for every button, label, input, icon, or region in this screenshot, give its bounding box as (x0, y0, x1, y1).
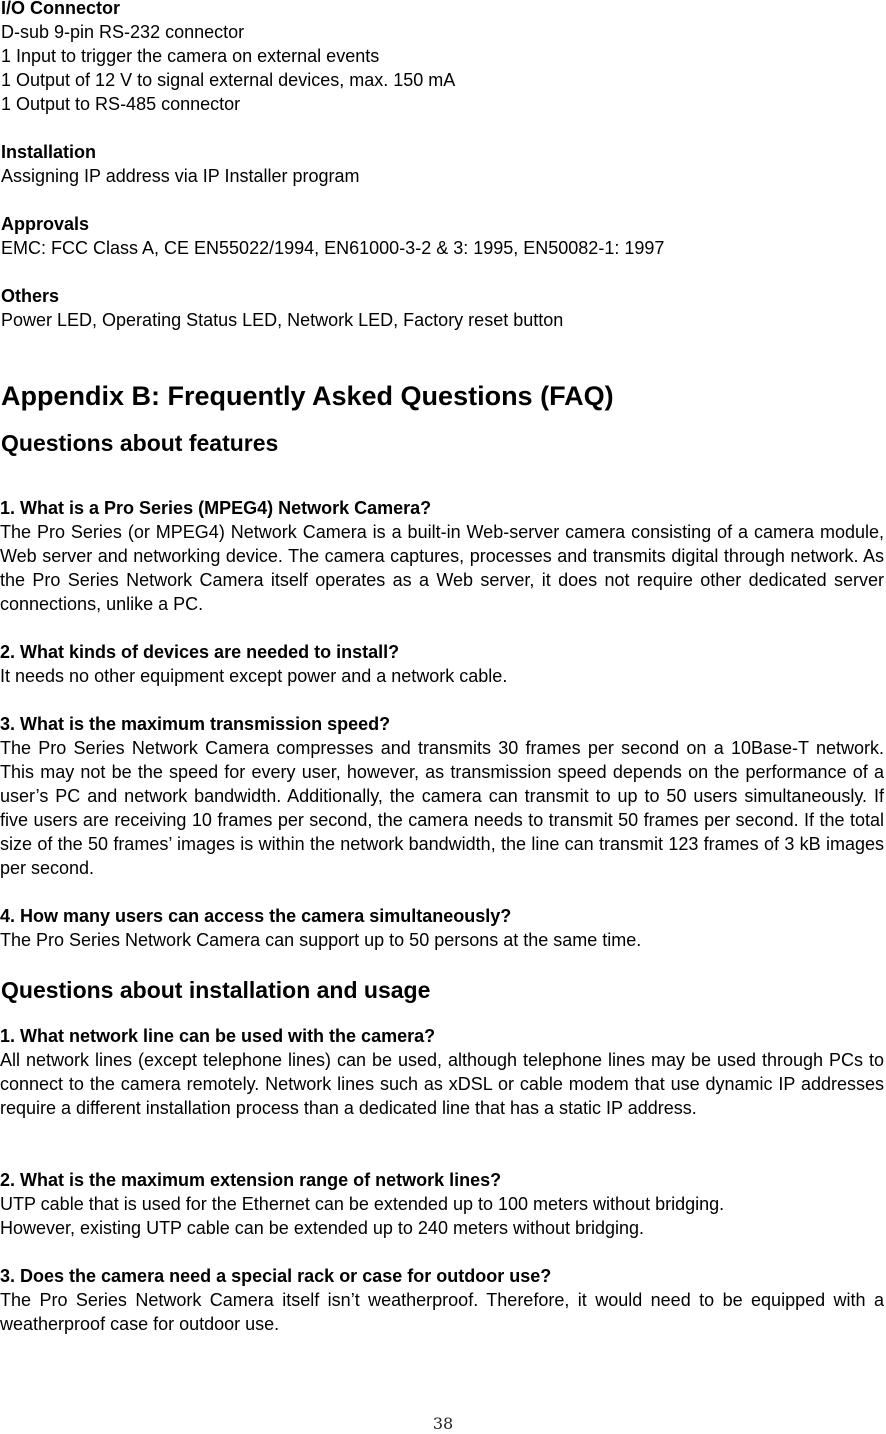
faq-answer: The Pro Series (or MPEG4) Network Camera is a built-in Web-server camera consisting of a camera module, Web server and networking device. The camera captures, processes and transmits digital through network. As the Pro Series Network Camera itself operates as a Web server, it does not require other dedicated server connections, unlike a PC. (0, 522, 884, 614)
faq-question: 1. What is a Pro Series (MPEG4) Network Camera? (0, 498, 432, 518)
faq-question: 2. What is the maximum extension range of network lines? (0, 1170, 502, 1190)
faq-question: 3. Does the camera need a special rack or case for outdoor use? (0, 1266, 552, 1286)
faq-item (0, 712, 884, 880)
faq-answer: All network lines (except telephone lines) can be used, although telephone lines may be used through PCs to connect to the camera remotely. Network lines such as xDSL or cable modem that use dynamic IP addresses require a different installation process than a dedicated line that has a static IP address. (0, 1050, 884, 1118)
faq-question: 2. What kinds of devices are needed to install? (0, 642, 400, 662)
faq-item (0, 1024, 884, 1120)
spec-approvals (1, 212, 885, 260)
spec-line: 1 Input to trigger the camera on external events (1, 46, 380, 66)
faq-item (0, 640, 884, 688)
spec-line: 1 Output to RS-485 connector (1, 94, 241, 114)
faq-item (0, 1168, 884, 1240)
faq-question: 4. How many users can access the camera simultaneously? (0, 906, 512, 926)
spec-line: D-sub 9-pin RS-232 connector (1, 22, 245, 42)
spec-line: Assigning IP address via IP Installer program (1, 166, 360, 186)
spec-others (1, 284, 885, 332)
faq-answer-line: However, existing UTP cable can be extended up to 240 meters without bridging. (0, 1218, 645, 1238)
faq-question: 3. What is the maximum transmission speed? (0, 714, 391, 734)
spec-heading: Approvals (1, 214, 90, 234)
faq-answer: The Pro Series Network Camera compresses and transmits 30 frames per second on a 10Base-T network. This may not be the speed for every user, however, as transmission speed depends on the performance of a user’s PC and network bandwidth. Additionally, the camera can transmit to up to 50 users simultaneously. If five users are receiving 10 frames per second, the camera needs to transmit 50 frames per second. If the total size of the 50 frames’ images is within the network bandwidth, the line can transmit 123 frames of 3 kB images per second. (0, 738, 884, 878)
section-title-installation: Questions about installation and usage (1, 977, 431, 1003)
faq-item (0, 496, 884, 616)
page-number: 38 (432, 1414, 454, 1433)
spec-heading: I/O Connector (1, 0, 121, 18)
spec-io-connector (1, 0, 885, 116)
faq-question: 1. What network line can be used with the camera? (0, 1026, 436, 1046)
spec-line: EMC: FCC Class A, CE EN55022/1994, EN61000-3-2 & 3: 1995, EN50082-1: 1997 (1, 238, 665, 258)
spec-line: Power LED, Operating Status LED, Network LED, Factory reset button (1, 310, 564, 330)
spec-heading: Others (1, 286, 60, 306)
faq-item (0, 904, 884, 952)
faq-answer: The Pro Series Network Camera can support up to 50 persons at the same time. (0, 930, 642, 950)
spec-heading: Installation (1, 142, 97, 162)
appendix-title: Appendix B: Frequently Asked Questions (FAQ) (1, 381, 614, 411)
spec-line: 1 Output of 12 V to signal external devices, max. 150 mA (1, 70, 456, 90)
faq-answer-line: UTP cable that is used for the Ethernet can be extended up to 100 meters without bridging. (0, 1194, 725, 1214)
spec-installation (1, 140, 885, 188)
faq-item (0, 1264, 884, 1336)
faq-answer: The Pro Series Network Camera itself isn’t weatherproof. Therefore, it would need to be equipped with a weatherproof case for outdoor use. (0, 1290, 884, 1334)
section-title-features: Questions about features (1, 430, 279, 456)
faq-answer: It needs no other equipment except power and a network cable. (0, 666, 508, 686)
